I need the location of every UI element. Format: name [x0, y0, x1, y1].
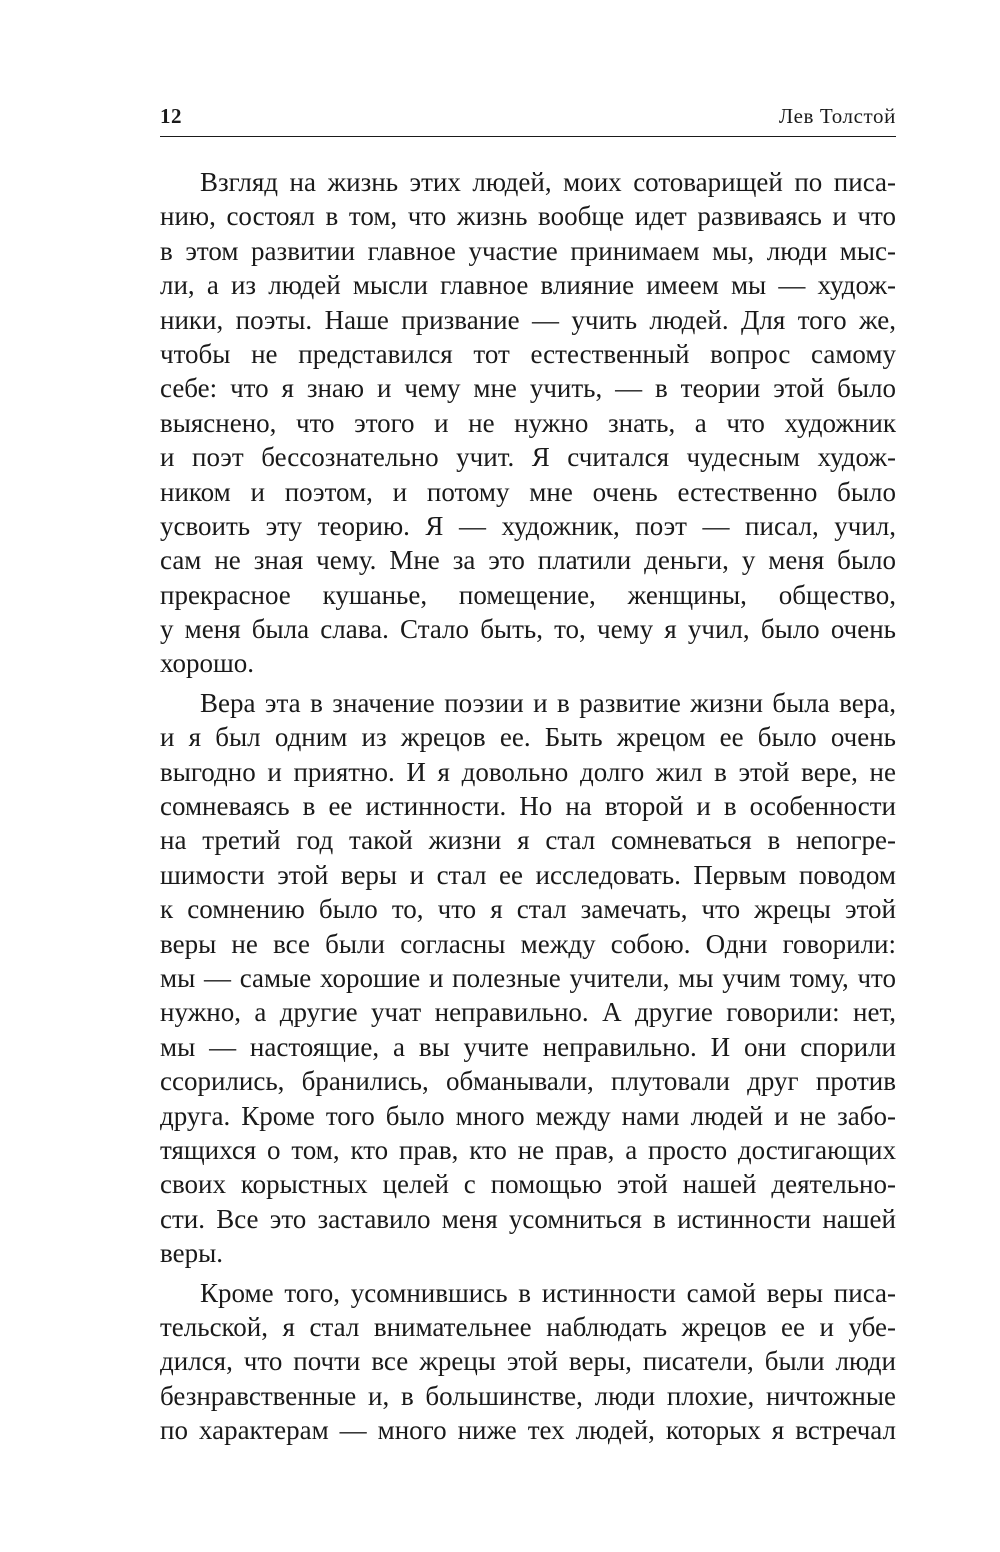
- text-line: ли, а из людей мысли главное влияние имеем мы — худож-: [160, 270, 896, 301]
- text-line: по характерам — много ниже тех людей, которых я встречал: [160, 1415, 896, 1446]
- text-line: ником и поэтом, и потому мне очень естественно было: [160, 476, 896, 507]
- text-line: ссорились, бранились, обманывали, плутовали друг против: [160, 1066, 896, 1097]
- text-line: дился, что почти все жрецы этой веры, писатели, были люди: [160, 1346, 896, 1377]
- text-line: у меня была слава. Стало быть, то, чему я учил, было очень: [160, 614, 896, 645]
- text-line: выгодно и приятно. И я довольно долго жил в этой вере, не: [160, 756, 896, 787]
- text-line: шимости этой веры и стал ее исследовать. Первым поводом: [160, 859, 896, 890]
- text-line: своих корыстных целей с помощью этой нашей деятельно-: [160, 1169, 896, 1200]
- running-title: Лев Толстой: [778, 104, 896, 128]
- text-line: ники, поэты. Наше призвание — учить людей. Для того же,: [160, 304, 896, 335]
- text-line: Взгляд на жизнь этих людей, моих сотоварищей по писа-: [200, 167, 896, 197]
- text-line: хорошо.: [160, 648, 255, 679]
- text-line: к сомнению было то, что я стал замечать, что жрецы этой: [160, 894, 896, 925]
- text-line: веры не все были согласны между собою. Одни говорили:: [160, 928, 896, 959]
- text-line: на третий год такой жизни я стал сомневаться в непогре-: [160, 825, 896, 856]
- paragraph-1: [160, 165, 896, 681]
- text-line: тящихся о том, кто прав, кто не прав, а просто достигающих: [160, 1134, 896, 1165]
- text-line: сомневаясь в ее истинности. Но на второй и в особенности: [160, 791, 896, 822]
- text-line: и я был одним из жрецов ее. Быть жрецом ее было очень: [160, 722, 896, 753]
- text-line: друга. Кроме того было много между нами людей и не забо-: [160, 1100, 896, 1131]
- text-line: выяснено, что этого и не нужно знать, а что художник: [160, 407, 896, 438]
- text-line: себе: что я знаю и чему мне учить, — в теории этой было: [160, 373, 896, 404]
- body-text: [160, 165, 896, 1447]
- text-line: безнравственные и, в большинстве, люди плохие, ничтожные: [160, 1380, 896, 1411]
- text-line: чтобы не представился тот естественный вопрос самому: [160, 338, 896, 369]
- text-line: сам не зная чему. Мне за это платили деньги, у меня было: [160, 545, 896, 576]
- text-line: мы — настоящие, а вы учите неправильно. И они спорили: [160, 1031, 896, 1062]
- text-line: нию, состоял в том, что жизнь вообще идет развиваясь и что: [160, 201, 896, 232]
- text-line: усвоить эту теорию. Я — художник, поэт — писал, учил,: [160, 510, 896, 541]
- text-line: нужно, а другие учат неправильно. А другие говорили: нет,: [160, 997, 896, 1028]
- text-line: веры.: [160, 1238, 223, 1269]
- text-line: Вера эта в значение поэзии и в развитие жизни была вера,: [200, 687, 896, 718]
- text-line: Кроме того, усомнившись в истинности самой веры писа-: [200, 1277, 896, 1308]
- running-header: [160, 98, 896, 137]
- text-line: прекрасное кушанье, помещение, женщины, общество,: [160, 579, 896, 610]
- text-line: сти. Все это заставило меня усомниться в истинности нашей: [160, 1203, 896, 1234]
- text-line: тельской, я стал внимательнее наблюдать жрецов ее и убе-: [160, 1311, 896, 1342]
- page-number: 12: [160, 104, 182, 128]
- text-line: мы — самые хорошие и полезные учители, мы учим тому, что: [160, 962, 896, 993]
- paragraph-3: [160, 1276, 896, 1448]
- text-line: в этом развитии главное участие принимаем мы, люди мыс-: [160, 235, 896, 266]
- paragraph-2: [160, 686, 896, 1271]
- text-line: и поэт бессознательно учит. Я считался чудесным худож-: [160, 442, 896, 473]
